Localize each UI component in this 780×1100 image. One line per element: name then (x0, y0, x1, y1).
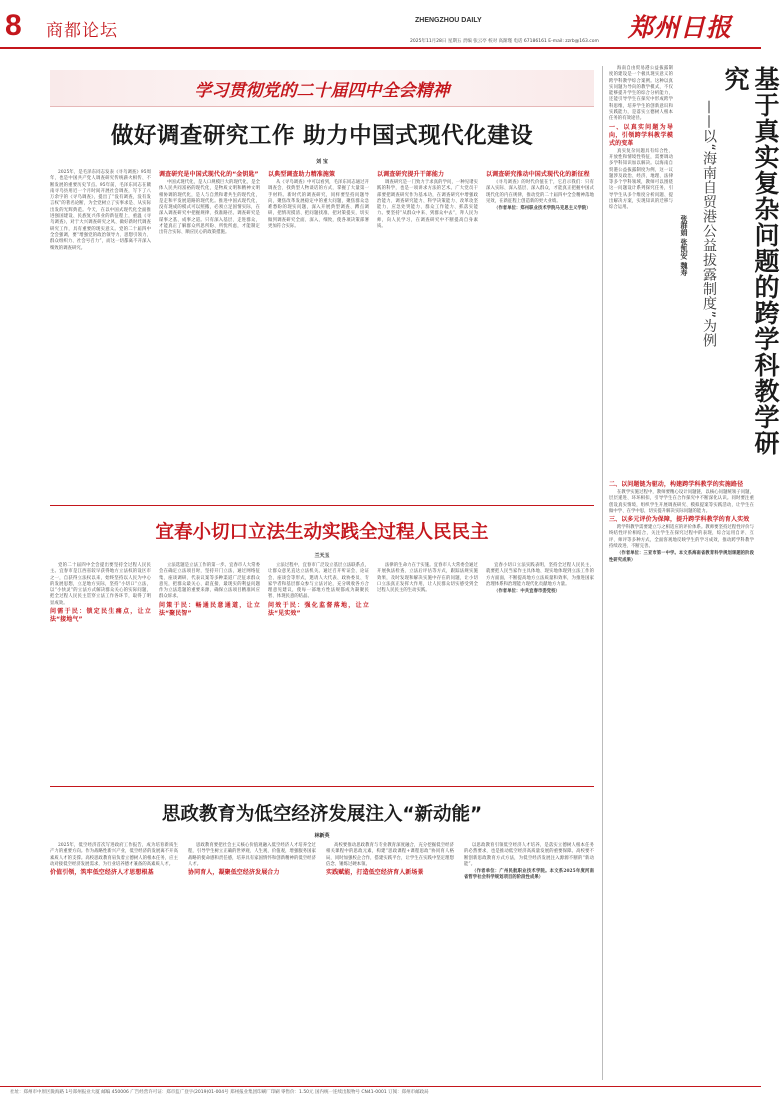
article3-author-note: （作者单位：广州民航职业技术学院。本文系2025年度河南省哲学社会科学规划项目的阶段性成果） (464, 869, 594, 881)
article2-author-note: （作者单位：中共宜春市委党校） (494, 589, 560, 595)
sidebar-headline: 基于真实复杂问题的跨学科教学研究 (721, 66, 780, 456)
article2-headline: 宜春小切口立法生动实践全过程人民民主 (155, 522, 489, 543)
article1-headline: 做好调查研究工作 助力中国式现代化建设 (110, 123, 534, 149)
article3-subhead-3: 实践赋能，打造低空经济育人新场景 (326, 869, 424, 877)
article2-col4: 法律的生命力在于实施。宜春市人大常委会通过开展执法检查、立法后评估等方式，跟踪法规实施效果，及时发现和解决实施中存在的问题，让小切口立法真正发挥大作用，让人民群众切实感受到全过程人民民主的生动实践。 (377, 563, 478, 594)
article2-subhead-2: 问策于民：畅通民意通道，让立法“聚民智” (159, 601, 260, 617)
sidebar-subtitle: ——以“海南自贸港公益拔露制度”为例 (701, 100, 717, 348)
paper-name-en: ZHENGZHOU DAILY (415, 17, 482, 24)
article2-subhead-3: 问效于民：强化监督落地，让立法“见实效” (268, 601, 369, 617)
article3-col1: 2025年，低空经济首次写进政府工作报告，成为培育新质生产力的重要方向。作为战略性新兴产业，低空经济的发展离不开高素质人才的支撑。高校思政教育肩负着立德树人的根本任务，应主动对接低空经济发展需求，为行业培养德才兼备的高素质人才。 价值引领，筑牢低空经济人才思想根基 (50, 843, 178, 877)
article3-subhead-1: 价值引领，筑牢低空经济人才思想根基 (50, 869, 154, 877)
sidebar-subhead-2: 二、以问题链为驱动，构建跨学科教学的实施路径 (609, 481, 744, 488)
article3-col2: 思政教育要把社会主义核心价值观融入低空经济人才培养全过程，引导学生树立正确的世界观、人生观、价值观，增强服务国家战略的使命感和责任感，培养具有家国情怀和创新精神的低空经济人才。 协同育人，凝聚低空经济发展合力 (188, 843, 316, 877)
page-number: 8 (5, 9, 22, 42)
article1-col1: 2025年，是毛泽东同志发表《寻乌调查》95周年，也是中国共产党人调查研究传统薪火相传、不断发展的重要历史节点。95年前，毛泽东同志在赣南寻乌县用近一个月时间开展社会调查，写下了八万余字的《寻乌调查》，提出了“没有调查，没有发言权”的著名论断，为全党树立了实事求是、从实际出发的光辉典范。今天，在以中国式现代化全面推进强国建设、民族复兴伟业的新征程上，重温《寻乌调查》，对于大兴调查研究之风、做好新时代调查研究工作，具有重要的现实意义。党的二十届四中全会强调，要“增强党的政治领导力、思想引领力、群众组织力、社会号召力”，而这一切都离不开深入细致的调查研究。 (50, 170, 151, 251)
article2-col5: 宜春小切口立法实践表明，坚持全过程人民民主，就要把人民当家作主具体地、现实地体现到立法工作的方方面面，不断提高地方立法质量和效率，为推进国家治理体系和治理能力现代化贡献地方力量。 （作者单位：中共宜春市委党校） (486, 563, 594, 595)
article2-subhead-1: 问需于民：锁定民生痛点，让立法“接地气” (50, 608, 151, 624)
article2-col2: 立法选题是立法工作的第一步。宜春市人大常委会在确定立法项目时，坚持开门立法，通过网络征集、座谈调研、代表议案等多种渠道广泛征求群众意见，把群众最关心、最直接、最现实的利益问题作为立法选题的重要来源，确保立法项目精准回应群众诉求。 问策于民：畅通民意通道，让立法“聚民智” (159, 563, 260, 617)
article2-author: 兰天玉 (314, 553, 330, 559)
sidebar-subhead-3: 三、以多元评价为保障，提升跨学科教学的育人实效 (609, 516, 750, 524)
article1-subhead-3: 以调查研究提升干部能力 (377, 171, 445, 178)
article1-col5: 以调查研究推动中国式现代化的新征程 《寻乌调查》的时代价值在于，它启示我们：只有深入实际、深入基层、深入群众，才能真正把握中国式现代化的内在规律，推动党的二十届四中全会精神落地见效，在新征程上创造新的更大业绩。 （作者单位：郑州职业技术学院马克思主义学院） (486, 171, 594, 212)
footer-rule (0, 1086, 761, 1087)
article1-subhead-4: 以调查研究推动中国式现代化的新征程 (486, 171, 590, 178)
article1-bottom-rule (50, 505, 594, 506)
sidebar-divider (602, 66, 603, 1080)
article3-author: 林新英 (314, 833, 330, 839)
issue-line: 2025年11月28日 星期五 责编 张云亭 校对 高渐瑾 电话 67186161 E-mail: zzrb@163.com (410, 39, 599, 44)
sidebar-subhead-1: 一、以真实问题为导向，引领跨学科教学模式的变革 (609, 123, 673, 147)
article3-col3: 高校要推动思政教育与专业教育深度融合，充分挖掘低空经济相关课程中的思政元素，构建“思政课程+课程思政”协同育人格局，同时加强校企合作，搭建实践平台，让学生在实践中坚定理想信念、锤炼过硬本领。 实践赋能，打造低空经济育人新场景 (326, 843, 454, 877)
footer-text: 社址：郑州市中原区陇海路 1号郑州报业大厦 邮编 450006 广告经营许可证：郑市监广登字(2019)01-004号 郑州报业集团印刷厂印刷 零售价：1.50元 国内统一连续出版物号 CN41-0001 订阅：郑州市邮政局 (10, 1090, 429, 1095)
article3-headline: 思政教育为低空经济发展注入“新动能” (161, 804, 483, 825)
article2-bottom-rule (50, 786, 594, 787)
article2-col1: 党的二十届四中全会提出要坚持全过程人民民主。宜春市是江西省较早获得地方立法权的设区市之一，自获得立法权以来，始终坚持以人民为中心的发展思想，立足地方实际，坚持“小切口”立法，以“小快灵”的立法方式解决群众关心的实际问题，把全过程人民民主贯穿立法工作各环节，取得了明显成效。 问需于民：锁定民生痛点，让立法“接地气” (50, 563, 151, 624)
article3-subhead-2: 协同育人，凝聚低空经济发展合力 (188, 869, 280, 877)
article1-author: 刘 宝 (316, 159, 328, 165)
article1-col2: 调查研究是中国式现代化的“金钥匙” 中国式现代化，是人口规模巨大的现代化，是全体人民共同富裕的现代化，是物质文明和精神文明相协调的现代化，是人与自然和谐共生的现代化，是走和平发展道路的现代化。推进中国式现代化，没有现成的模式可以照搬，必须立足国情实际，在深入调查研究中把握规律、找准路径。调查研究是谋事之基、成事之道。只有深入基层、走进群众，才能真正了解群众所思所盼、所忧所虑，才能制定出符合实际、顺应民心的政策措施。 (159, 171, 260, 236)
sidebar-author-note: （作者单位：三亚市第一中学。本文系海南省教育科学规划课题的阶段性研究成果） (609, 551, 754, 563)
section-name: 商都论坛 (46, 21, 118, 41)
sidebar-authors: 张群娟 张凯安 魏寿 (680, 215, 688, 276)
sidebar-body-top: 海南自由贸易港公益拔露制度的建设是一个极具现实意义的跨学科教学综合案例。这种以真实问题为导向的教学模式，不仅能够提升学生的综合分析能力，还能引导学生在探究中形成跨学科思维，培养学生的创新意识和实践能力，是落实立德树人根本任务的有效途径。 一、以真实问题为导向，引领跨学科教学模式的变革 真实复杂问题具有综合性、开放性和情境性特征，需要调动多学科知识加以解决。以海南自贸港公益拔露制度为例，这一议题涉及政治、经济、地理、法律等多个学科领域，教师可以围绕这一问题设计系列探究任务，引导学生从多个维度分析问题、提出解决方案，实现知识的迁移与综合运用。 (609, 66, 673, 211)
article1-subhead-2: 以典型调查助力精准施策 (268, 171, 336, 178)
sidebar-body-bottom: 二、以问题链为驱动，构建跨学科教学的实施路径 在教学实施过程中，教师要精心设计问题链，以核心问题统领子问题，层层递进、环环相扣，引导学生在合作探究中不断深化认识。同时要注重创设真实情境，组织学生开展调查研究、模拟提案等实践活动，让学生在做中学、在学中思，切实提升解决实际问题的能力。 三、以多元评价为保障，提升跨学科教学的育人实效 跨学科教学需要建立与之相适应的评价体系。教师要坚持过程性评价与终结性评价相结合，关注学生在探究过程中的表现，综合运用自评、互评、师评等多种方式，全面客观地反映学生的学习成效，推动跨学科教学持续改进、不断完善。 （作者单位：三亚市第一中学。本文系海南省教育科学规划课题的阶段性研究成果） (609, 481, 754, 563)
article1-subhead-1: 调查研究是中国式现代化的“金钥匙” (159, 171, 259, 178)
paper-name-cn: 郑州日报 (628, 13, 733, 42)
article1-col4: 以调查研究提升干部能力 调查研究是一门致力于求真的学问，一种见诸实践的科学，也是一项讲求方法的艺术。广大党员干部要把调查研究作为基本功，在调查研究中增强政治能力、调查研究能力、科学决策能力、改革攻坚能力、应急处突能力、群众工作能力、抓落实能力。要坚持“从群众中来、到群众中去”，拜人民为师，向人民学习，在调查研究中不断提高自身素质。 (377, 171, 478, 230)
article2-col3: 立法过程中，宜春市广泛设立基层立法联系点，让群众意见直达立法机关。通过召开听证会、论证会、座谈会等形式，邀请人大代表、政协委员、专家学者和基层群众参与立法讨论，充分吸收各方合理意见建议，使每一部地方性法规都成为凝聚民智、体现民意的结晶。 问效于民：强化监督落地，让立法“见实效” (268, 563, 369, 617)
article1-author-note: （作者单位：郑州职业技术学院马克思主义学院） (494, 206, 591, 212)
article1-col3: 以典型调查助力精准施策 从《寻乌调查》中可以看到，毛泽东同志通过开调查会、找典型人物谈话的方式，掌握了大量第一手材料。新时代的调查研究，同样要坚持问题导向，聚焦改革发展稳定中的重大问题，聚焦群众急难愁盼的现实问题，深入开展典型调查、蹲点调研，把情况摸清、把问题找准、把对策提实，切实做到调查研究全面、深入、细致，使各项决策部署更加符合实际。 (268, 171, 369, 230)
banner-title: 学习贯彻党的二十届四中全会精神 (194, 81, 450, 101)
article3-col4: 以思政教育引领低空经济人才培养，是落实立德树人根本任务的必然要求，也是推动低空经济高质量发展的重要保障。高校要不断创新思政教育方式方法，为低空经济发展注入源源不断的“新动能”。 （作者单位：广州民航职业技术学院。本文系2025年度河南省哲学社会科学规划项目的阶段性成果） (464, 843, 594, 881)
header-rule (0, 47, 761, 49)
